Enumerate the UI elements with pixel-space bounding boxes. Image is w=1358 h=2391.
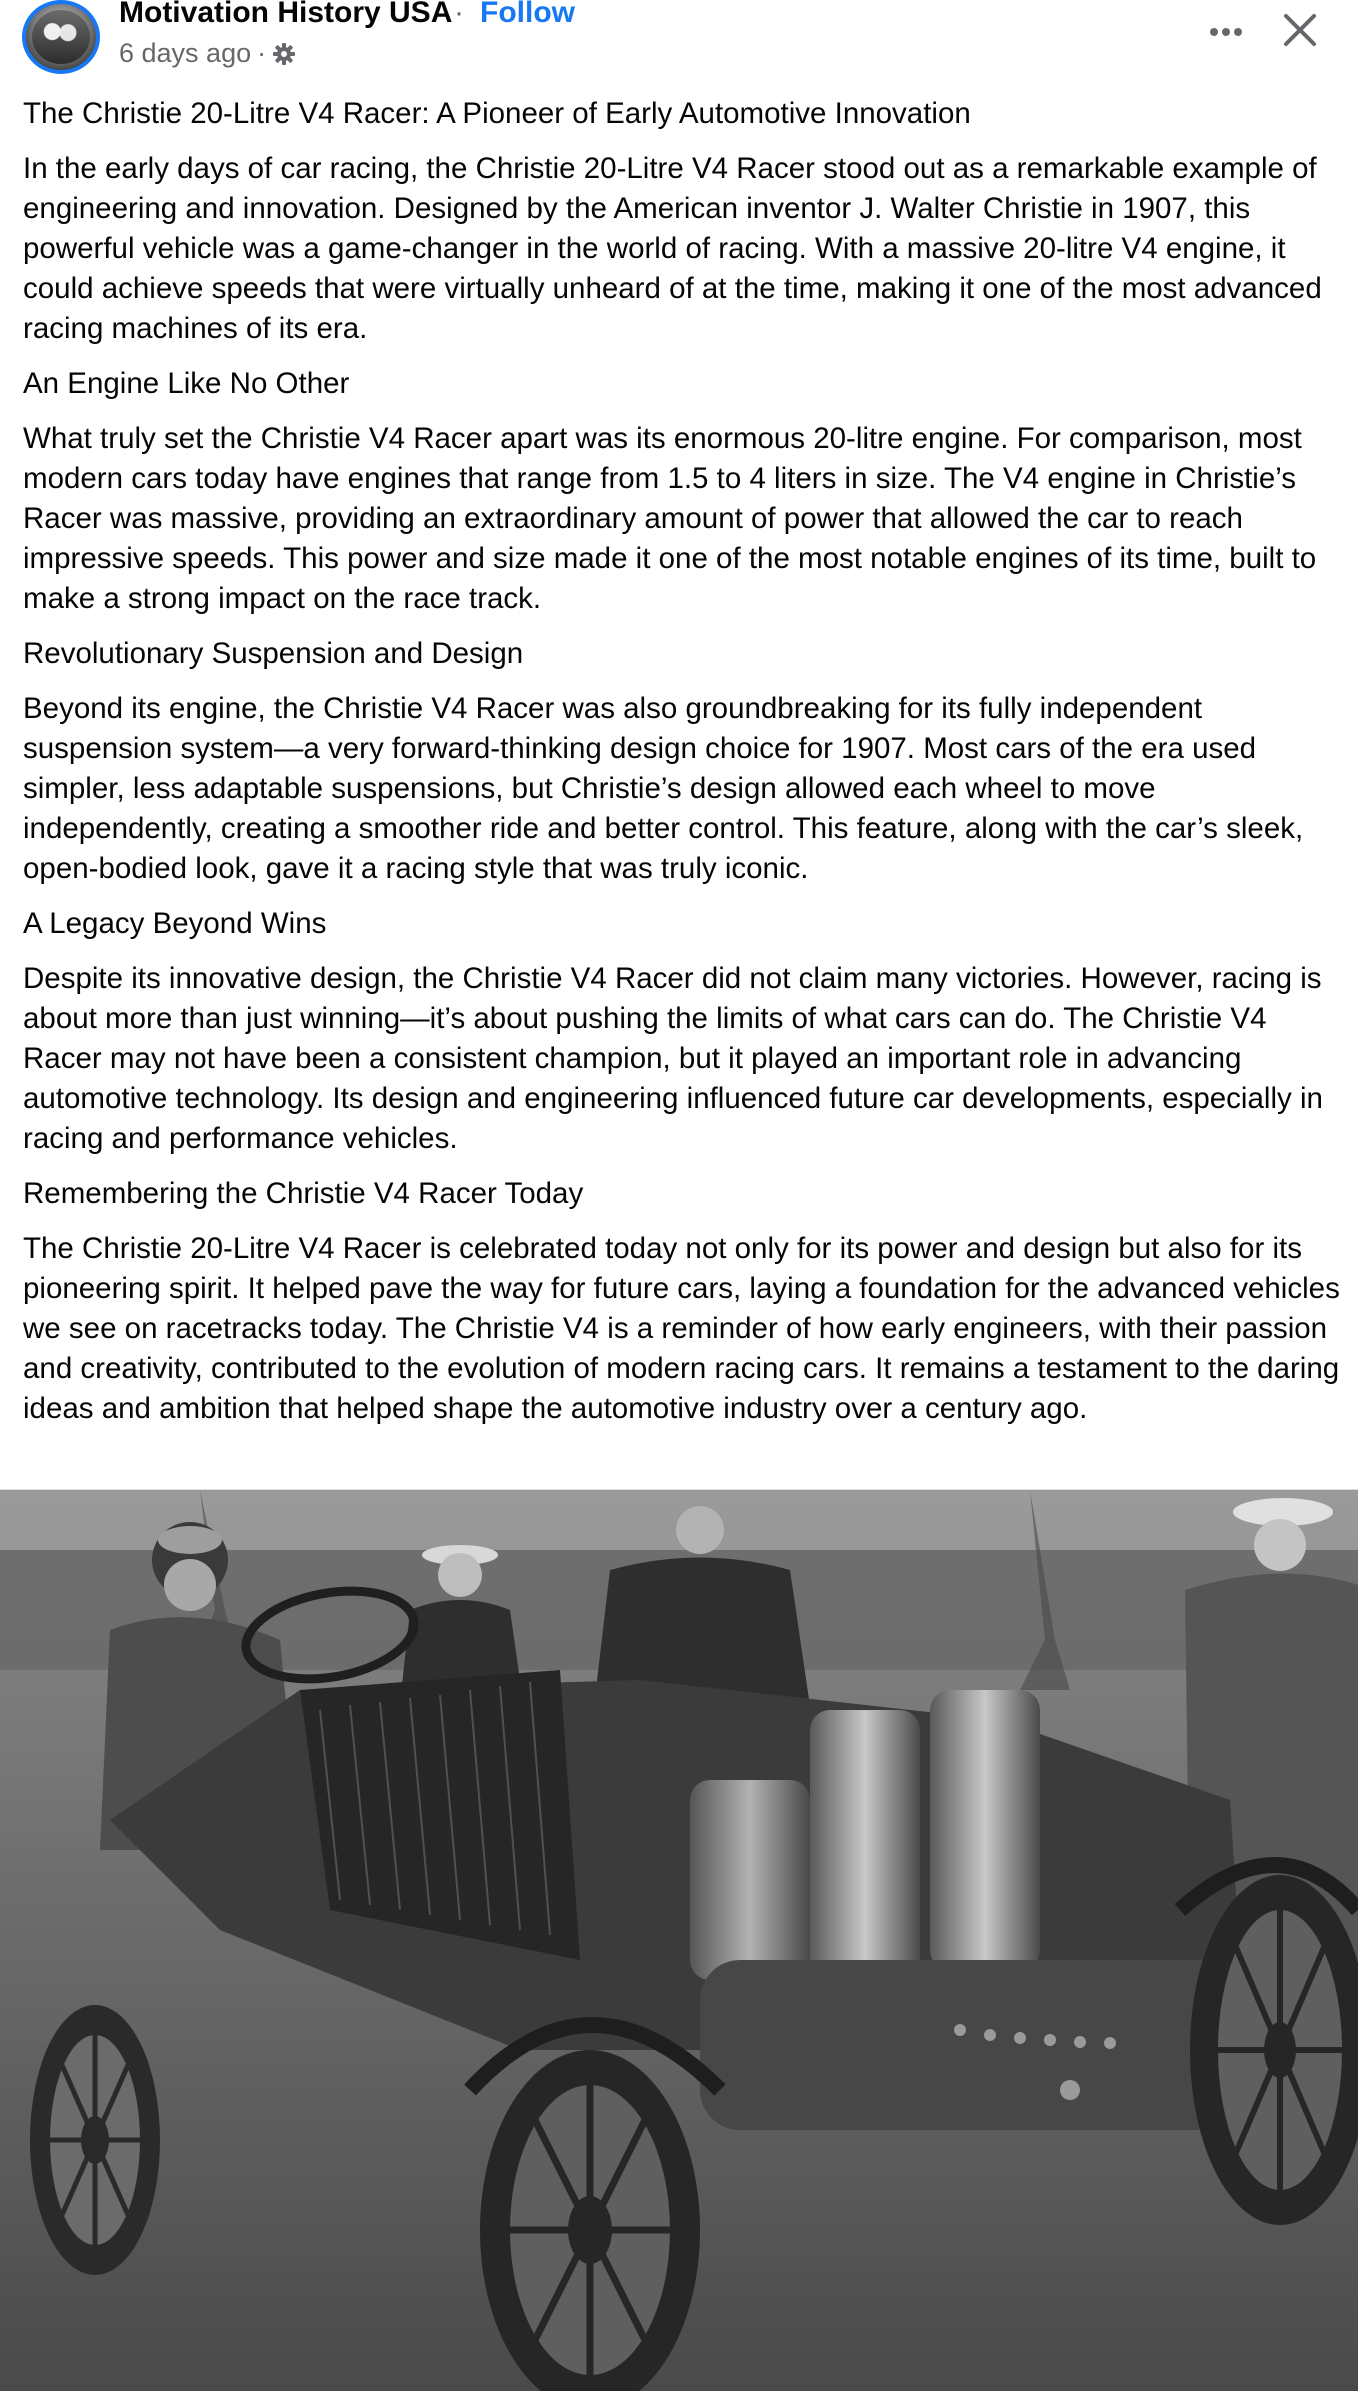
- intro-paragraph: In the early days of car racing, the Christie 20-Litre V4 Racer stood out as a remarkable example of engineering and innovation. Designed by the American inventor J. Walter Christie in 1907, this powerful vehicle was a game-changer in the world of racing. With a massive 20-litre V4 engine, it could achieve speeds that were virtually unheard of at the time, making it one of the most advanced racing machines of its era.: [23, 152, 1322, 345]
- section-paragraph: Beyond its engine, the Christie V4 Racer was also groundbreaking for its fully independent suspension system—a very forward-thinking design choice for 1907. Most cars of the era used simpler, less adaptable suspensions, but Christie’s design allowed each wheel to move independently, creating a smoother ride and better control. This feature, along with the car’s sleek, open-bodied look, gave it a racing style that was truly iconic.: [23, 692, 1304, 885]
- avatar-photo: [32, 10, 90, 64]
- post-photo[interactable]: [0, 1489, 1358, 2391]
- timestamp-link[interactable]: 6 days ago: [119, 38, 252, 68]
- section-heading: Revolutionary Suspension and Design: [23, 637, 524, 670]
- section-heading: Remembering the Christie V4 Racer Today: [23, 1177, 584, 1210]
- page-avatar[interactable]: [22, 0, 100, 74]
- racer-photo-illustration: [0, 1490, 1358, 2391]
- more-horizontal-icon[interactable]: [1206, 12, 1246, 52]
- section-paragraph: What truly set the Christie V4 Racer apart was its enormous 20-litre engine. For comparison, most modern cars today have engines that range from 1.5 to 4 liters in size. The V4 engine in Christie’s Racer was massive, providing an extraordinary amount of power that allowed the car to reach impressive speeds. This power and size made it one of the most notable engines of its time, built to make a strong impact on the race track.: [23, 422, 1317, 615]
- gear-icon[interactable]: [272, 42, 296, 66]
- section-paragraph: The Christie 20-Litre V4 Racer is celebrated today not only for its power and design but also for its pioneering spirit. It helped pave the way for future cars, laying a foundation for the advanced vehicles we see on racetracks today. The Christie V4 is a reminder of how early engineers, with their passion and creativity, contributed to the evolution of modern racing cars. It remains a testament to the daring ideas and ambition that helped shape the automotive industry over a century ago.: [23, 1232, 1340, 1425]
- follow-button[interactable]: Follow: [480, 0, 575, 29]
- section-heading: A Legacy Beyond Wins: [23, 907, 327, 940]
- page-name-link[interactable]: Motivation History USA: [119, 0, 453, 29]
- post-meta: [119, 38, 296, 69]
- meta-separator: ·: [257, 38, 267, 68]
- post-text: [23, 94, 1343, 1444]
- name-separator: ·: [454, 0, 464, 29]
- section-paragraph: Despite its innovative design, the Christie V4 Racer did not claim many victories. However, racing is about more than just winning—it’s about pushing the limits of what cars can do. The Christie V4 Racer may not have been a consistent champion, but it played an important role in advancing automotive technology. Its design and engineering influenced future car developments, especially in racing and performance vehicles.: [23, 962, 1323, 1155]
- post-title: The Christie 20-Litre V4 Racer: A Pioneer of Early Automotive Innovation: [23, 97, 971, 130]
- post-header: [0, 0, 1358, 82]
- section-heading: An Engine Like No Other: [23, 367, 350, 400]
- close-icon[interactable]: [1280, 8, 1320, 52]
